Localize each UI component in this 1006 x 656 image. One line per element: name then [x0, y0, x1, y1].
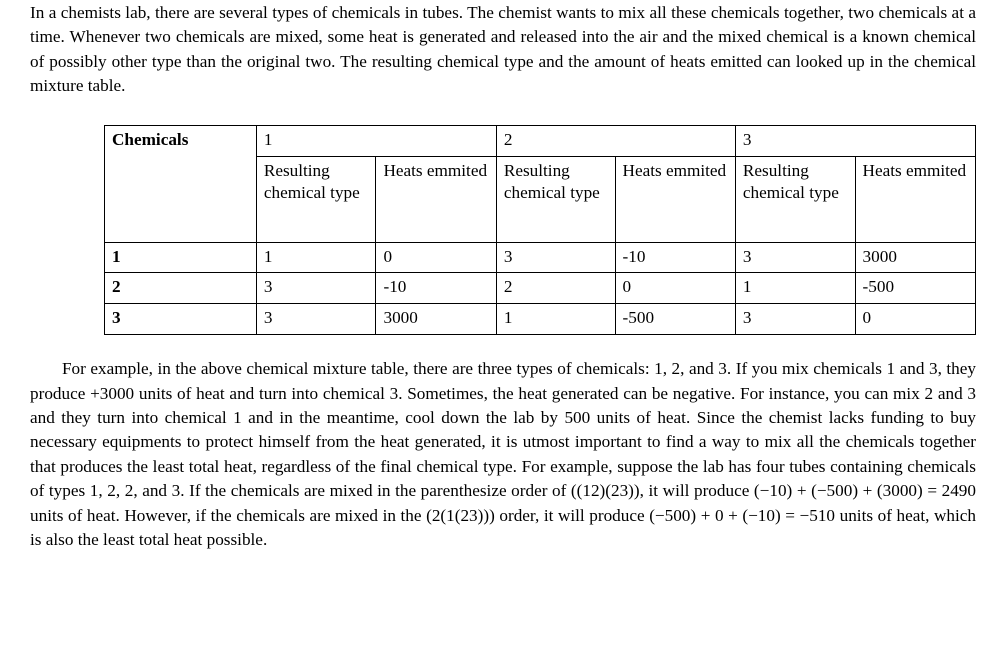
cell-r2-c2-type: 2 [496, 273, 615, 304]
cell-r1-c1-heat: 0 [376, 242, 496, 273]
subheader-resulting-2: Resulting chemical type [496, 156, 615, 242]
chemical-mixture-table [104, 125, 976, 336]
chemical-mixture-table-wrapper [30, 125, 976, 336]
intro-paragraph: In a chemists lab, there are several types of chemicals in tubes. The chemist wants to mix all these chemicals together, two chemicals at a time. Whenever two chemicals are mixed, some heat is generated and released into the air and the mixed chemical is a known chemical of possibly other type than the original two. The resulting chemical type and the amount of heats emitted can looked up in the chemical mixture table. [30, 3, 976, 96]
spacer-after-table [30, 335, 976, 357]
cell-r2-c3-type: 1 [735, 273, 855, 304]
row-label-3: 3 [105, 304, 257, 335]
subheader-heats-1: Heats emmited [376, 156, 496, 242]
cell-r1-c2-type: 3 [496, 242, 615, 273]
cell-r1-c3-heat: 3000 [855, 242, 975, 273]
table-corner-header: Chemicals [105, 125, 257, 242]
table-row [105, 242, 976, 273]
example-paragraph: For example, in the above chemical mixture table, there are three types of chemicals: 1, 2, and 3. If you mix chemicals 1 and 3, they produce +3000 units of heat and turn into chemical 3. Sometimes, the heat generated can be negative. For instance, you can mix 2 and 3 and they turn into chemical 1 and in the meantime, cool down the lab by 500 units of heat. Since the chemist lacks funding to buy necessary equipments to protect himself from the heat generated, it is utmost important to find a way to mix all the chemicals together that produces the least total heat, regardless of the final chemical type. For example, suppose the lab has four tubes containing chemicals of types 1, 2, 2, and 3. If the chemicals are mixed in the parenthesize order of ((12)(23)), it will produce (−10) + (−500) + (3000) = 2490 units of heat. However, if the chemicals are mixed in the (2(1(23))) order, it will produce (−500) + 0 + (−10) = −510 units of heat, which is also the least total heat possible. [30, 359, 976, 550]
cell-r3-c1-heat: 3000 [376, 304, 496, 335]
cell-r1-c3-type: 3 [735, 242, 855, 273]
table-header-chem-2: 2 [496, 125, 735, 156]
cell-r3-c1-type: 3 [256, 304, 376, 335]
cell-r1-c2-heat: -10 [615, 242, 735, 273]
subheader-heats-2: Heats emmited [615, 156, 735, 242]
cell-r1-c1-type: 1 [256, 242, 376, 273]
cell-r3-c3-heat: 0 [855, 304, 975, 335]
cell-r2-c3-heat: -500 [855, 273, 975, 304]
table-header-chem-3: 3 [735, 125, 975, 156]
spacer-before-table [30, 99, 976, 125]
cell-r2-c1-type: 3 [256, 273, 376, 304]
cell-r3-c2-heat: -500 [615, 304, 735, 335]
table-header-chem-1: 1 [256, 125, 496, 156]
cell-r3-c3-type: 3 [735, 304, 855, 335]
row-label-1: 1 [105, 242, 257, 273]
table-row [105, 273, 976, 304]
subheader-resulting-3: Resulting chemical type [735, 156, 855, 242]
subheader-heats-3: Heats emmited [855, 156, 975, 242]
cell-r3-c2-type: 1 [496, 304, 615, 335]
row-label-2: 2 [105, 273, 257, 304]
subheader-resulting-1: Resulting chemical type [256, 156, 376, 242]
cell-r2-c1-heat: -10 [376, 273, 496, 304]
table-row [105, 304, 976, 335]
cell-r2-c2-heat: 0 [615, 273, 735, 304]
table-header-row [105, 125, 976, 156]
